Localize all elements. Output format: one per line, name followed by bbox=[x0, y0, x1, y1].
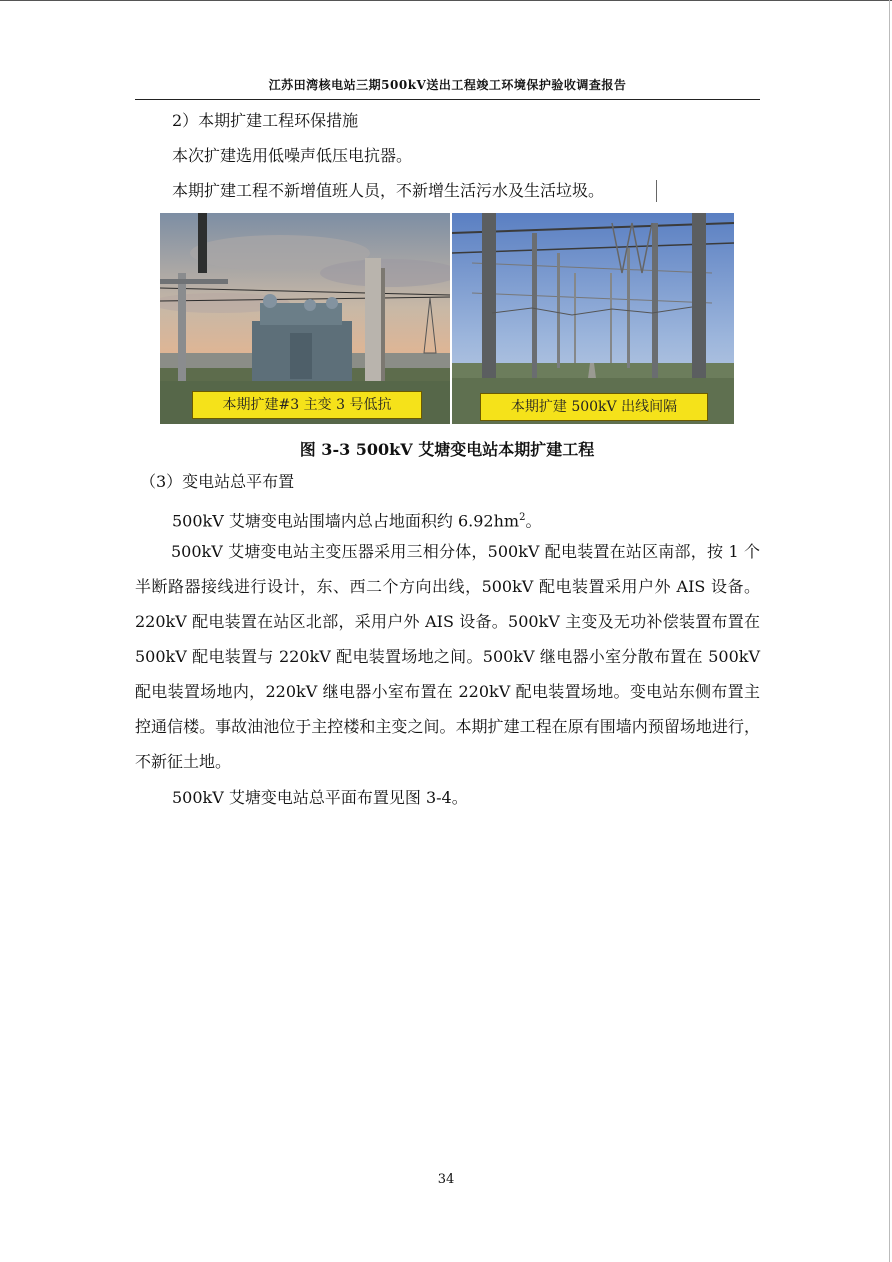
area-text-end: 。 bbox=[525, 511, 542, 531]
section-2-line-1: 本次扩建选用低噪声低压电抗器。 bbox=[172, 146, 413, 165]
photo-left-label: 本期扩建#3 主变 3 号低抗 bbox=[192, 391, 422, 419]
area-text: 500kV 艾塘变电站围墙内总占地面积约 6.92hm bbox=[172, 511, 520, 531]
section-3-paragraph-3: 500kV 艾塘变电站总平面布置见图 3-4。 bbox=[172, 788, 468, 807]
page-top-edge bbox=[0, 0, 892, 1]
section-3-paragraph-2: 500kV 艾塘变电站主变压器采用三相分体，500kV 配电装置在站区南部，按 1 个半断路器接线进行设计，东、西二个方向出线，500kV 配电装置采用户外 AIS 设备。220kV 配电装置在站区北部，采用户外 AIS 设备。500kV 主变及无功补偿装置布置在 500kV 配电装置与 220kV 配电装置场地之间。500kV 继电器小室分散布置在 500kV 配电装置场地内，220kV 继电器小室布置在 220kV 配电装置场地。变电站东侧布置主控通信楼。事故油池位于主控楼和主变之间。本期扩建工程在原有围墙内预留场地进行，不新征土地。 bbox=[135, 542, 760, 771]
page-number: 34 bbox=[437, 1172, 455, 1187]
photo-outgoing-bay bbox=[452, 213, 734, 424]
page-right-edge bbox=[889, 0, 890, 1262]
photo-right-label: 本期扩建 500kV 出线间隔 bbox=[480, 393, 708, 421]
figure-caption: 图 3-3 500kV 艾塘变电站本期扩建工程 bbox=[299, 440, 595, 459]
text-cursor bbox=[656, 180, 657, 202]
report-header-title: 江苏田湾核电站三期500kV送出工程竣工环境保护验收调查报告 bbox=[268, 78, 627, 92]
section-2-line-2: 本期扩建工程不新增值班人员，不新增生活污水及生活垃圾。 bbox=[172, 181, 605, 200]
header-rule bbox=[135, 99, 760, 100]
section-3-paragraph-1 bbox=[172, 508, 541, 531]
photo-transformer-reactor bbox=[160, 213, 450, 424]
area-unit-superscript: 2 bbox=[519, 512, 526, 523]
section-3-heading: （3）变电站总平布置 bbox=[140, 472, 295, 491]
section-2-heading: 2）本期扩建工程环保措施 bbox=[172, 111, 359, 130]
